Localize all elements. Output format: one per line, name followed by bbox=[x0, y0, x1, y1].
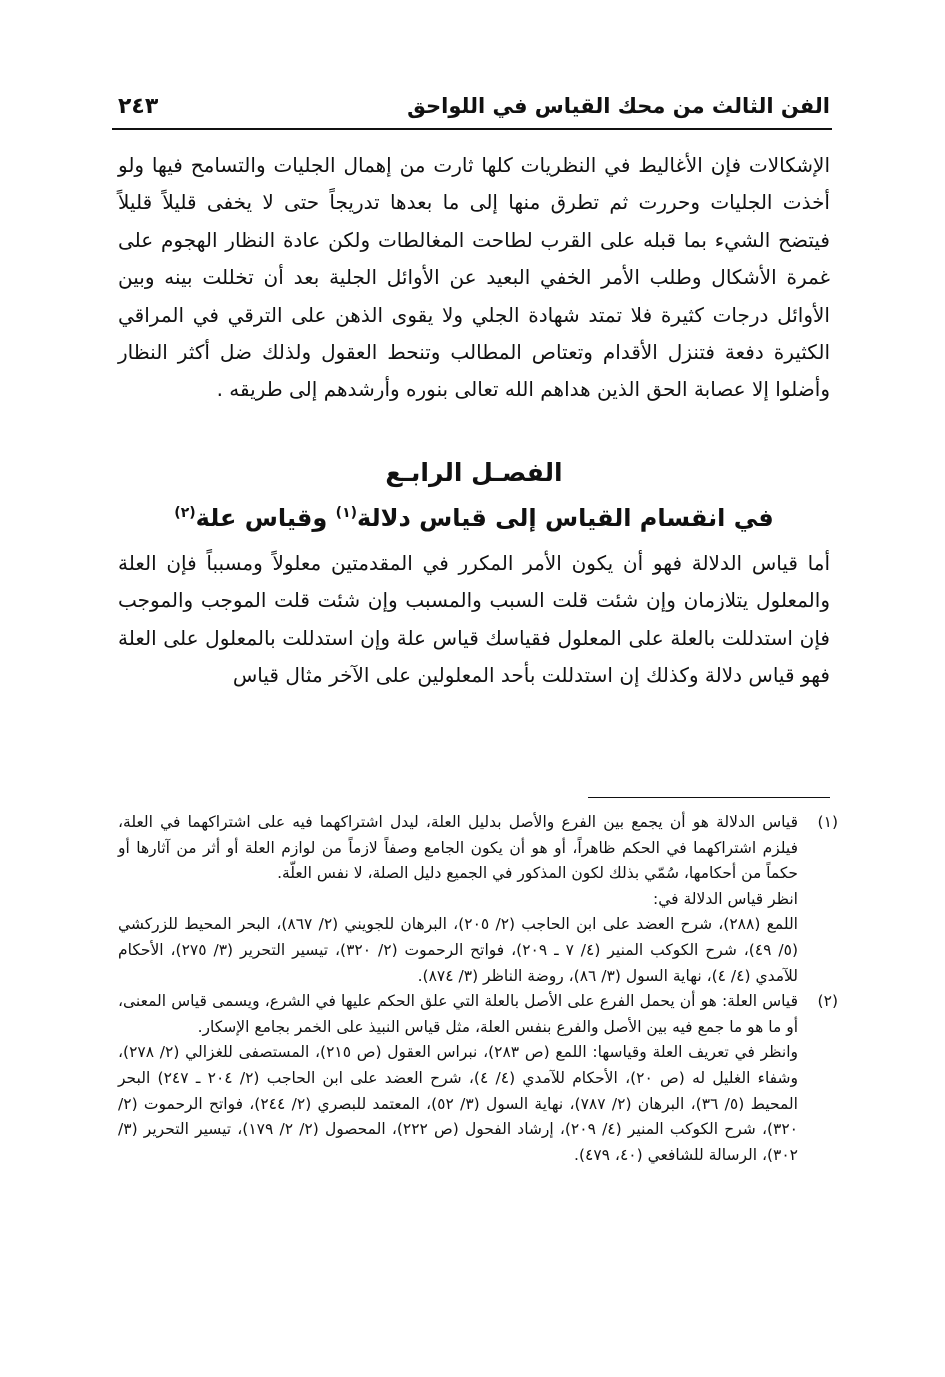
footnote-references: وانظر في تعريف العلة وقياسها: اللمع (ص ٢٨٣)، نبراس العقول (ص ٢١٥)، المستصفى للغزالي (٢/ ٢٧٨)، وشفاء الغليل له (ص ٢٠)، الأحكام للآمدي (٤/ ٤)، شرح العضد على ابن الحاجب (٢/ ٢٠٤ ـ ٢٤٧) البحر المحيط (٥/ ٣٦)، البرهان (٢/ ٧٨٧)، نهاية السول (٣/ ٥٢)، المعتمد للبصري (٢/ ٢٤٤)، فواتح الرحموت (٢/ ٣٢٠)، شرح الكوكب المنير (٤/ ٢٠٩)، إرشاد الفحول (ص ٢٢٢)، المحصول (٢/ ٢/ ١٧٩)، تيسير التحرير (٣/ ٣٠٢)، الرسالة للشافعي (٤٠، ٤٧٩). bbox=[118, 1043, 798, 1164]
footnote bbox=[118, 989, 838, 1168]
body-paragraph: أما قياس الدلالة فهو أن يكون الأمر المكرر في المقدمتين معلولاً ومسبباً فإن العلة والمعلول يتلازمان وإن شئت قلت السبب والمسبب وإن شئت قلت الموجب والموجب فإن استدللت بالعلة على المعلول فقياسك قياس علة وإن استدللت بالمعلول على العلة فهو قياس دلالة وكذلك إن استدللت بأحد المعلولين على الآخر مثال قياس bbox=[118, 551, 830, 688]
footnote-number: (١) bbox=[817, 813, 838, 831]
footnotes bbox=[118, 810, 838, 1168]
header-rule bbox=[112, 128, 832, 130]
running-title: الفن الثالث من محك القياس في اللواحق bbox=[407, 94, 830, 118]
chapter-title: الفصـل الرابـع bbox=[385, 458, 563, 487]
footnote-see-label: انظر قياس الدلالة في: bbox=[653, 889, 798, 908]
footnote-text: قياس الدلالة هو أن يجمع بين الفرع والأصل بدليل العلة، ليدل اشتراكهما فيه على اشتراكهما في العلة، فيلزم اشتراكهما في الحكم ظاهراً، أو هو أن يكون الجامع وصفاً لازماً من لوازم العلة أو أثر من آثارها أو حكماً من أحكامها، سُمّي بذلك لكون المذكور في الجميع دليل الصلة، لا نفس العلّة. bbox=[118, 813, 798, 883]
footnote-body bbox=[118, 989, 798, 1168]
chapter-subtitle-part2: وقياس علة bbox=[195, 504, 336, 532]
footnote bbox=[118, 810, 838, 989]
chapter-subtitle-part1: في انقسام القياس إلى قياس دلالة bbox=[357, 504, 774, 532]
footnote-ref-2: (٢) bbox=[174, 505, 196, 521]
footnote-ref-1: (١) bbox=[335, 505, 358, 521]
footnote-references: اللمع (٢٨٨)، شرح العضد على ابن الحاجب (٢/ ٢٠٥)، البرهان للجويني (٢/ ٨٦٧)، البحر المحيط للزركشي (٥/ ٤٩)، شرح الكوكب المنير (٤/ ٧ ـ ٢٠٩)، فواتح الرحموت (٢/ ٣٢٠)، تيسير التحرير (٣/ ٢٧٥)، الأحكام للآمدي (٤/ ٤)، نهاية السول (٣/ ٨٦)، روضة الناظر (٣/ ٨٧٤). bbox=[118, 915, 798, 985]
footnote-body bbox=[118, 810, 798, 989]
page-number: ٢٤٣ bbox=[118, 93, 159, 119]
footnote-number: (٢) bbox=[817, 992, 838, 1011]
chapter-subtitle bbox=[118, 495, 830, 536]
running-header bbox=[118, 88, 830, 124]
body-paragraph: الإشكالات فإن الأغاليط في النظريات كلها ثارت من إهمال الجليات والتسامح فيها ولو أخذت الجليات وحررت ثم تطرق منها إلى ما بعدها تدريجاً حتى لا يخفى قليلاً قليلاً فيتضح الشيء بما قبله على القرب لطاحت المغالطات ولكن عادة النظار الهجوم على غمرة الأشكال وطلب الأمر الخفي البعيد عن الأوائل الجلية بعد أن تخللت بينه وبين الأوائل درجات كثيرة فلا تمتد شهادة الجلي ولا يقوى الذهن على الترقي في المراقي الكثيرة دفعة فتنزل الأقدام وتعتاص المطالب وتنحط العقول ولذلك ضل أكثر النظار وأضلوا إلا عصابة الحق الذين هداهم الله تعالى بنوره وأرشدهم إلى طريقه . bbox=[118, 153, 830, 402]
footnote-text: قياس العلة: هو أن يحمل الفرع على الأصل بالعلة التي علق الحكم عليها في الشرع، ويسمى قياس المعنى، أو ما هو ما جمع فيه بين الأصل والفرع بنفس العلة، مثل قياس النبيذ على الخمر بجامع الإسكار. bbox=[118, 992, 798, 1036]
footnote-separator bbox=[588, 797, 830, 798]
